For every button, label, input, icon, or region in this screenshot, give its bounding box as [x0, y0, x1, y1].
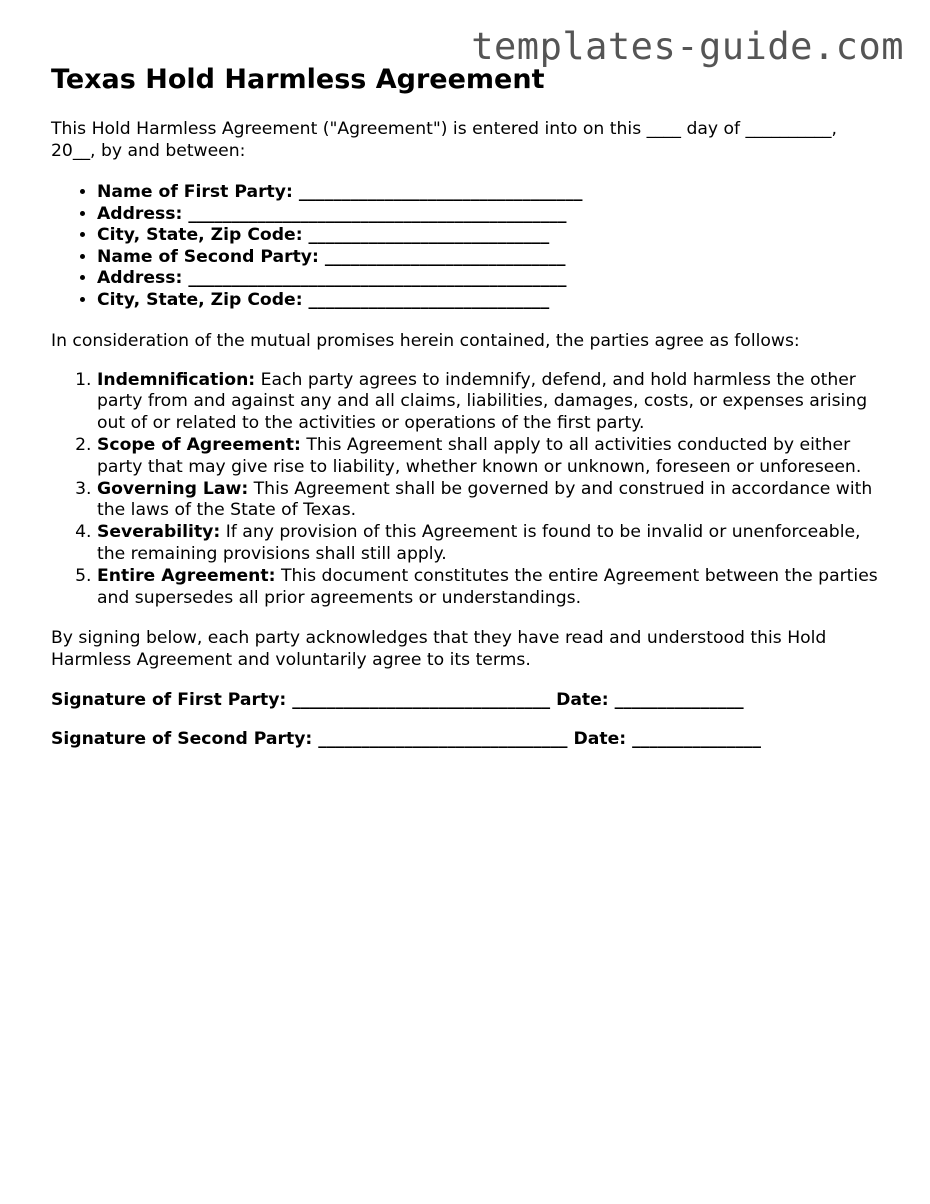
term-heading: Scope of Agreement:	[97, 434, 301, 455]
term-heading: Governing Law:	[97, 478, 249, 499]
party-field-first-name: • Name of First Party: _________________________________	[97, 182, 881, 204]
signature-line-second-party: Signature of Second Party: _____________________________ Date: _______________	[51, 729, 761, 750]
term-text: This Agreement shall apply to all activities conducted by either party that may give rise to liability, whether known or unknown, foreseen or unforeseen.	[97, 434, 862, 477]
term-heading: Entire Agreement:	[97, 565, 276, 586]
term-heading: Indemnification:	[97, 369, 256, 390]
terms-list	[51, 370, 881, 610]
term-item	[97, 522, 881, 566]
consideration-paragraph: In consideration of the mutual promises herein contained, the parties agree as follows:	[51, 330, 800, 351]
term-item	[97, 479, 881, 523]
party-field-first-city: • City, State, Zip Code: ____________________________	[97, 225, 881, 247]
term-text: This Agreement shall be governed by and construed in accordance with the laws of the State of Texas.	[97, 478, 873, 521]
party-field-second-name: • Name of Second Party: ____________________________	[97, 247, 881, 269]
term-text: This document constitutes the entire Agreement between the parties and supersedes all prior agreements or understandings.	[97, 565, 878, 608]
term-item	[97, 370, 881, 435]
party-field-first-address: • Address: ____________________________________________	[97, 204, 881, 226]
term-item	[97, 566, 881, 610]
term-heading: Severability:	[97, 522, 221, 543]
page-title: Texas Hold Harmless Agreement	[51, 64, 545, 95]
party-field-second-city: • City, State, Zip Code: ____________________________	[97, 290, 881, 312]
signature-line-first-party: Signature of First Party: ______________________________ Date: _______________	[51, 690, 744, 711]
intro-paragraph: This Hold Harmless Agreement ("Agreement") is entered into on this ____ day of __________, 20__, by and between:	[51, 119, 837, 161]
party-field-second-address: • Address: ____________________________________________	[97, 268, 881, 290]
document-page	[51, 62, 881, 750]
acknowledgement-paragraph: By signing below, each party acknowledges that they have read and understood this Hold Harmless Agreement and voluntarily agree to its terms.	[51, 628, 827, 671]
party-list	[51, 182, 881, 312]
watermark: templates-guide.com	[471, 25, 904, 68]
term-text: Each party agrees to indemnify, defend, and hold harmless the other party from and against any and all claims, liabilities, damages, costs, or expenses arising out of or related to the activities or operations of the first party.	[97, 369, 868, 434]
term-item	[97, 435, 881, 479]
term-text: If any provision of this Agreement is found to be invalid or unenforceable, the remaining provisions shall still apply.	[97, 522, 861, 564]
